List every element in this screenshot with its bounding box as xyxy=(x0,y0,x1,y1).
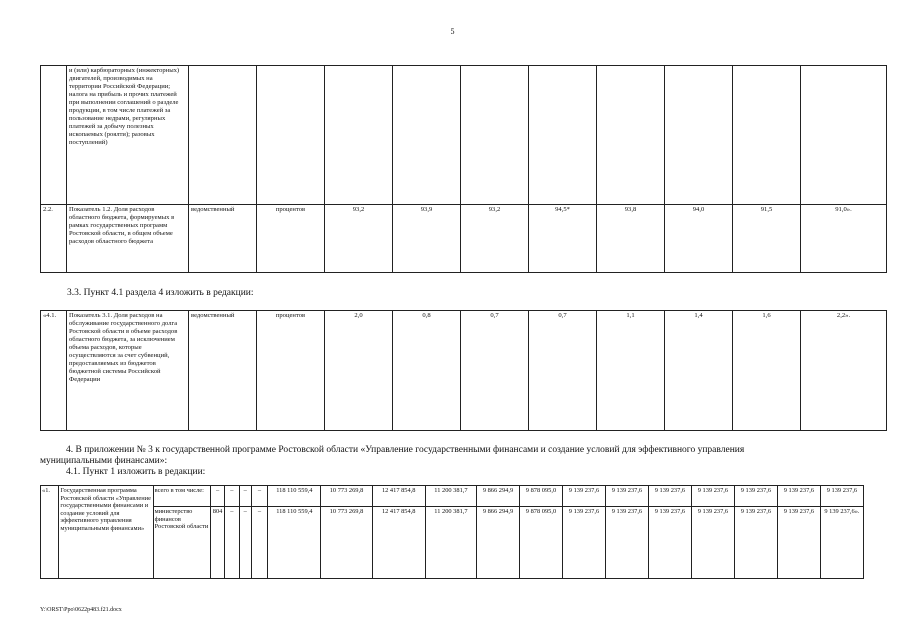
file-path-footer: Y:\ORST\Ppo\0622p483.f21.docx xyxy=(40,607,122,613)
table-row xyxy=(41,311,887,431)
value-cell: 93,8 xyxy=(597,205,665,273)
indicator-name: Показатель 1.2. Доля расходов областного бюджета, формируемых в рамках государственных программ Ростовской области, в общем объеме расходов областного бюджета xyxy=(67,205,189,273)
value-cell: 9 139 237,6 xyxy=(777,486,820,507)
indicator-type: ведомственный xyxy=(189,205,257,273)
value-cell: 9 139 237,6 xyxy=(777,507,820,579)
value-cell: 0,7 xyxy=(461,311,529,431)
value-cell: 9 139 237,6 xyxy=(820,486,863,507)
value-cell: 91,0». xyxy=(801,205,887,273)
value-cell: 9 866 294,9 xyxy=(477,507,520,579)
value-cell: 9 139 237,6 xyxy=(648,507,691,579)
table-row xyxy=(41,507,864,579)
value-cell: 9 878 095,0 xyxy=(519,507,562,579)
value-cell: 9 139 237,6 xyxy=(562,507,605,579)
value-cell: 9 139 237,6 xyxy=(691,486,734,507)
value-cell: 1,6 xyxy=(733,311,801,431)
value-cell: 1,4 xyxy=(665,311,733,431)
program-name: Государственная программа Ростовской области «Управление государственными финансами и создание условий для эффективного управления муниципальными финансами» xyxy=(59,486,153,579)
value-cell: 9 139 237,6 xyxy=(734,507,777,579)
code-cell: 804 xyxy=(210,507,224,579)
value-cell: 9 139 237,6 xyxy=(734,486,777,507)
row-number: 2.2. xyxy=(41,205,67,273)
value-cell: 0,7 xyxy=(529,311,597,431)
paragraph-line: 4. В приложении № 3 к государственной программе Ростовской области «Управление государственными финансами и создание условий для эффективного управления xyxy=(66,445,745,455)
value-cell: 94,0 xyxy=(665,205,733,273)
value-cell: 9 139 237,6». xyxy=(820,507,863,579)
value-cell: 10 773 269,8 xyxy=(321,486,372,507)
row-number: «4.1. xyxy=(41,311,67,431)
value-cell: 12 417 854,8 xyxy=(372,486,425,507)
indicator-name: Показатель 3.1. Доля расходов на обслуживание государственного долга Ростовской области в объеме расходов областного бюджета, за исключением объема расходов, которые осуществляются за счет субвенций, предоставляемых из бюджетов бюджетной системы Российской Федерации xyxy=(67,311,189,431)
value-cell: 9 139 237,6 xyxy=(605,486,648,507)
program-funding-table xyxy=(40,485,864,579)
indicators-table-continuation xyxy=(40,65,887,273)
value-cell: 91,5 xyxy=(733,205,801,273)
executor: министерство финансов Ростовской области xyxy=(153,507,210,579)
code-cell: – xyxy=(210,486,224,507)
value-cell: 2,0 xyxy=(325,311,393,431)
value-cell: 9 878 095,0 xyxy=(519,486,562,507)
value-cell: 118 110 559,4 xyxy=(268,507,321,579)
value-cell: 11 200 381,7 xyxy=(425,486,476,507)
code-cell: – xyxy=(239,486,251,507)
unit: процентов xyxy=(257,311,325,431)
value-cell: 9 139 237,6 xyxy=(648,486,691,507)
code-cell: – xyxy=(251,486,267,507)
value-cell: 12 417 854,8 xyxy=(372,507,425,579)
code-cell: – xyxy=(225,507,239,579)
code-cell: – xyxy=(239,507,251,579)
value-cell: 9 139 237,6 xyxy=(562,486,605,507)
table-row xyxy=(41,205,887,273)
unit: процентов xyxy=(257,205,325,273)
paragraph-4 xyxy=(40,445,864,467)
value-cell: 9 139 237,6 xyxy=(605,507,648,579)
indicator-name: и (или) карбюраторных (инжекторных) двигателей, производимых на территории Российской Федерации; налога на прибыль и прочих платежей при выполнении соглашений о разделе продукции, в том числе платежей за пользование недрами, регулярных платежей за добычу полезных ископаемых (роялти); разовых поступлений) xyxy=(67,66,189,205)
executor: всего в том числе: xyxy=(153,486,210,507)
code-cell: – xyxy=(225,486,239,507)
value-cell: 9 866 294,9 xyxy=(477,486,520,507)
value-cell: 93,2 xyxy=(325,205,393,273)
value-cell: 93,2 xyxy=(461,205,529,273)
row-number: «1. xyxy=(41,486,59,579)
page-number: 5 xyxy=(450,27,455,36)
section-heading: 4.1. Пункт 1 изложить в редакции: xyxy=(66,467,206,477)
value-cell: 9 139 237,6 xyxy=(691,507,734,579)
value-cell: 11 200 381,7 xyxy=(425,507,476,579)
section-heading: 3.3. Пункт 4.1 раздела 4 изложить в редакции: xyxy=(67,288,254,298)
value-cell: 94,5* xyxy=(529,205,597,273)
row-number xyxy=(41,66,67,205)
value-cell: 10 773 269,8 xyxy=(321,507,372,579)
indicator-4-1-table xyxy=(40,310,887,431)
paragraph-line: муниципальными финансами»: xyxy=(40,456,168,466)
code-cell: – xyxy=(251,507,267,579)
value-cell: 1,1 xyxy=(597,311,665,431)
value-cell: 2,2». xyxy=(801,311,887,431)
indicator-type: ведомственный xyxy=(189,311,257,431)
value-cell: 93,9 xyxy=(393,205,461,273)
value-cell: 0,8 xyxy=(393,311,461,431)
table-row xyxy=(41,486,864,507)
value-cell: 118 110 559,4 xyxy=(268,486,321,507)
table-row xyxy=(41,66,887,205)
